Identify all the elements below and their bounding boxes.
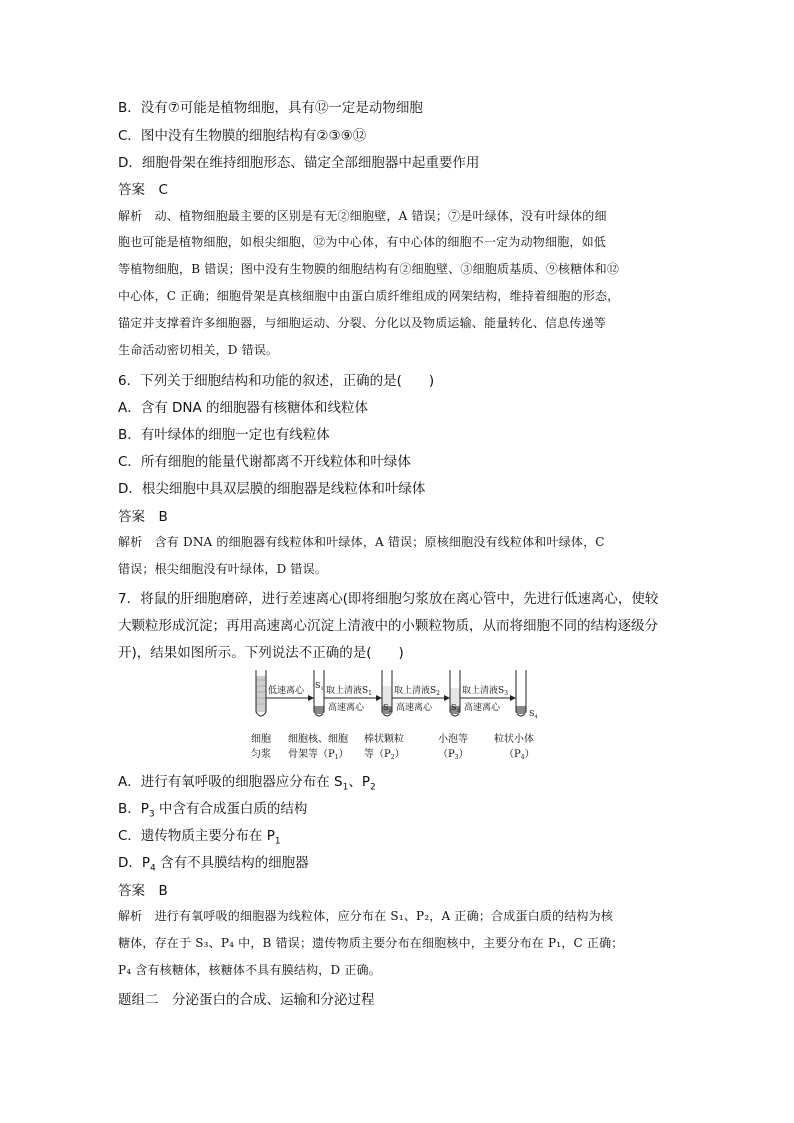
s1-label: $S_1$	[315, 681, 324, 692]
arrow-high-speed-label: 高速离心	[328, 703, 365, 713]
arrow-take-s2-label: 取上清液$S_2$	[394, 686, 440, 697]
tube-p2	[382, 670, 392, 716]
q7-stem-line: 开)，结果如图所示。下列说法不正确的是( )	[118, 645, 404, 661]
tube-p1	[314, 670, 324, 716]
arrow-low-speed	[266, 684, 314, 701]
arrow-high-speed-label: 高速离心	[464, 703, 501, 713]
s4-label: $S_4$	[529, 709, 538, 720]
tube4-caption-1: 粒状小体	[494, 734, 534, 745]
q6-option-d: D．根尖细胞中具双层膜的细胞器是线粒体和叶绿体	[118, 481, 426, 497]
q6-answer: 答案 B	[118, 509, 168, 525]
arrow-high-speed-3	[460, 684, 516, 713]
tube1-caption-2: 骨架等$(P_1)$	[288, 749, 349, 761]
q5-explanation-line: 生命活动密切相关，D 错误。	[118, 343, 279, 357]
q6-option-b: B．有叶绿体的细胞一定也有线粒体	[118, 427, 330, 443]
q7-stem-line: 大颗粒形成沉淀；再用高速离心沉淀上清液中的小颗粒物质，从而将细胞不同的结构逐级分	[118, 618, 658, 634]
s3-label: $S_3$	[451, 703, 460, 714]
q7-option-c: C．遗传物质主要分布在 $P_1$	[118, 828, 281, 847]
arrow-high-speed-label: 高速离心	[396, 703, 433, 713]
q5-explanation-line: 胞也可能是植物细胞，如根尖细胞，⑫为中心体，有中心体的细胞不一定为动物细胞，如低	[118, 235, 607, 249]
arrow-take-s1-label: 取上清液$S_1$	[326, 686, 372, 697]
tube-p4	[516, 670, 538, 720]
centrifugation-diagram	[248, 666, 548, 766]
tube4-caption-2: $(P_4)$	[504, 749, 535, 761]
q6-explanation-line: 解析 含有 DNA 的细胞器有线粒体和叶绿体，A 错误；原核细胞没有线粒体和叶绿体，C	[118, 535, 605, 549]
tube1-caption-1: 细胞核、细胞	[288, 734, 348, 745]
section-heading: 题组二 分泌蛋白的合成、运输和分泌过程	[118, 992, 375, 1008]
tube3-caption-2: $(P_3)$	[438, 749, 469, 761]
q7-option-b: B．$P_3$ 中含有合成蛋白质的结构	[118, 801, 308, 820]
q5-option-d: D．细胞骨架在维持细胞形态、锚定全部细胞器中起重要作用	[118, 155, 480, 171]
tube2-caption-2: 等$(P_2)$	[364, 749, 405, 761]
q7-option-a: A．进行有氧呼吸的细胞器应分布在 $S_1$、$P_2$	[118, 774, 376, 793]
q7-stem-line: 7．将鼠的肝细胞磨碎，进行差速离心(即将细胞匀浆放在离心管中，先进行低速离心，使较	[118, 591, 659, 607]
q7-explanation-line: 解析 进行有氧呼吸的细胞器为线粒体，应分布在 S₁、P₂，A 正确；合成蛋白质的结构为核	[118, 909, 614, 923]
s2-label: $S_2$	[383, 703, 392, 714]
q6-stem: 6．下列关于细胞结构和功能的叙述，正确的是( )	[118, 373, 435, 389]
arrow-high-speed-2	[392, 684, 450, 713]
q6-option-c: C．所有细胞的能量代谢都离不开线粒体和叶绿体	[118, 454, 411, 470]
tube0-caption-1: 细胞	[251, 734, 271, 745]
tube-p3	[450, 670, 460, 716]
q5-explanation-line: 锚定并支撑着许多细胞器，与细胞运动、分裂、分化以及物质运输、能量转化、信息传递等	[118, 316, 607, 330]
arrow-take-s3-label: 取上清液$S_3$	[462, 686, 508, 697]
q7-option-d: D．$P_4$ 含有不具膜结构的细胞器	[118, 855, 309, 874]
q5-answer: 答案 C	[118, 182, 168, 198]
q7-answer: 答案 B	[118, 883, 168, 899]
q6-option-a: A．含有 DNA 的细胞器有核糖体和线粒体	[118, 400, 369, 416]
tube2-caption-1: 棒状颗粒	[364, 734, 404, 745]
q5-option-b: B．没有⑦可能是植物细胞，具有⑫一定是动物细胞	[118, 100, 423, 116]
q5-explanation-line: 解析 动、植物细胞最主要的区别是有无②细胞壁，A 错误；⑦是叶绿体，没有叶绿体的细	[118, 209, 607, 223]
q5-option-c: C．图中没有生物膜的细胞结构有②③⑨⑫	[118, 128, 367, 144]
tube-homogenate	[256, 670, 266, 716]
q7-explanation-line: 糖体，存在于 S₃、P₄ 中，B 错误；遗传物质主要分布在细胞核中，主要分布在 P₁，C 正确；	[118, 936, 624, 950]
arrow-low-speed-label: 低速离心	[268, 686, 305, 696]
tube0-caption-2: 匀浆	[251, 749, 271, 760]
arrow-high-speed-1	[324, 684, 382, 713]
q7-explanation-line: P₄ 含有核糖体，核糖体不具有膜结构，D 正确。	[118, 963, 381, 977]
q5-explanation-line: 等植物细胞，B 错误；图中没有生物膜的细胞结构有②细胞壁、③细胞质基质、⑨核糖体和⑫	[118, 262, 620, 276]
q6-explanation-line: 错误；根尖细胞没有叶绿体，D 错误。	[118, 562, 328, 576]
tube3-caption-1: 小泡等	[438, 734, 468, 745]
q5-explanation-line: 中心体，C 正确；细胞骨架是真核细胞中由蛋白质纤维组成的网架结构，维持着细胞的形态，	[118, 289, 620, 303]
